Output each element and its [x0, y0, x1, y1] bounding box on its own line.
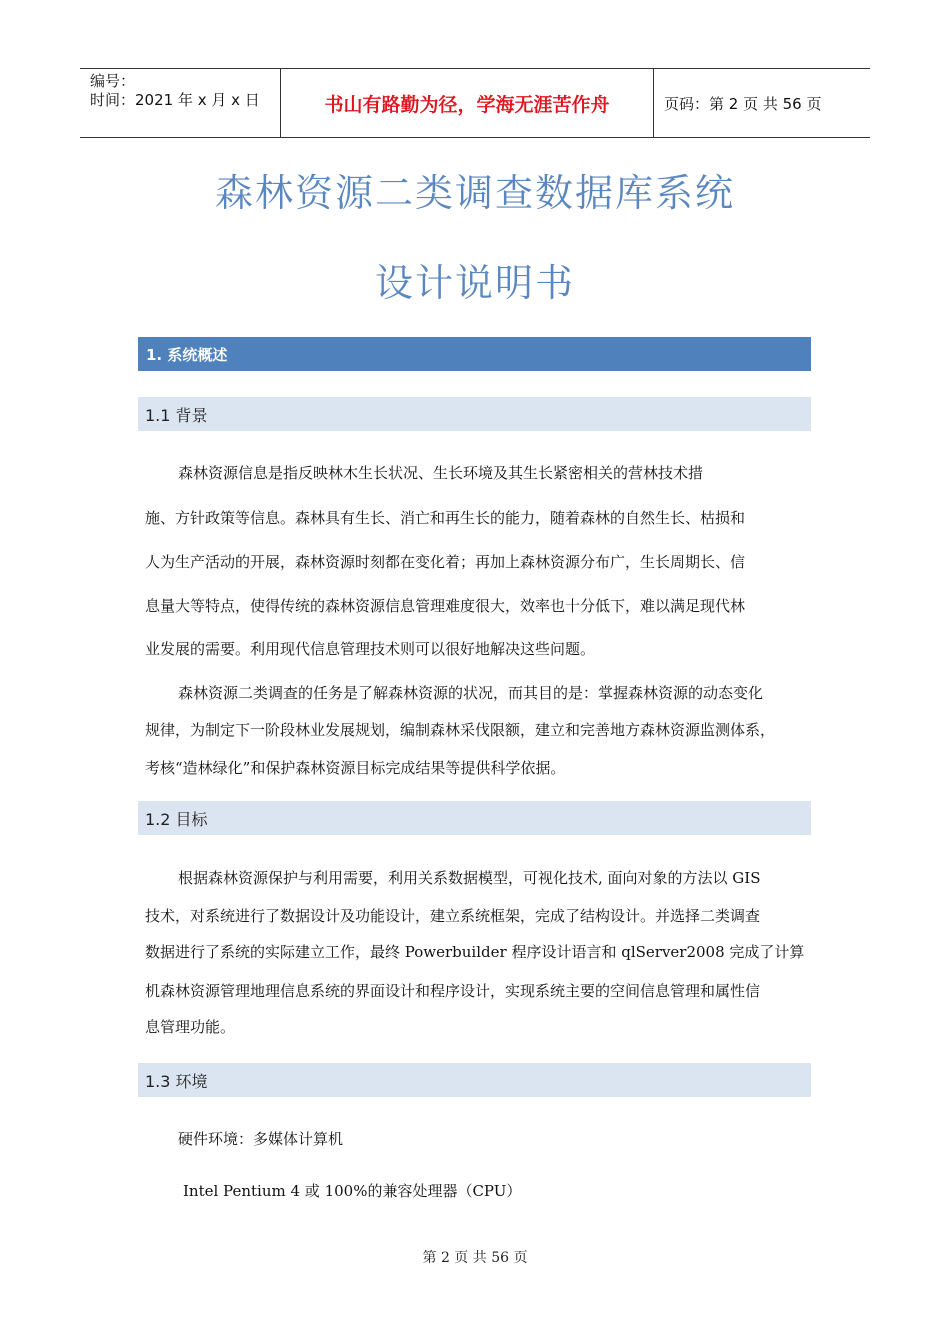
section-heading-goal: 1.2 目标 [138, 801, 811, 835]
section-heading-background: 1.1 背景 [138, 397, 811, 431]
paragraph-line: 森林资源二类调查的任务是了解森林资源的状况，而其目的是：掌握森林资源的动态变化 [178, 684, 764, 702]
doc-time-label: 时间：2021 年 x 月 x 日 [90, 91, 260, 109]
paragraph-line: 技术，对系统进行了数据设计及功能设计，建立系统框架，完成了结构设计。并选择二类调查 [145, 907, 761, 925]
paragraph-line: 规律，为制定下一阶段林业发展规划，编制森林采伐限额，建立和完善地方森林资源监测体系， [145, 721, 776, 739]
paragraph-line: 根据森林资源保护与利用需要，利用关系数据模型，可视化技术, 面向对象的方法以 GIS [178, 869, 761, 887]
header-motto: 书山有路勤为径，学海无涯苦作舟 [281, 69, 654, 137]
paragraph-line: 数据进行了系统的实际建立工作，最终 Powerbuilder 程序设计语言和 qlServer2008 完成了计算 [145, 943, 805, 961]
doc-title-line1: 森林资源二类调查数据库系统 [214, 171, 735, 215]
section-heading-overview: 1. 系统概述 [138, 337, 811, 371]
page-header [80, 68, 870, 138]
header-page-info: 页码：第 2 页 共 56 页 [664, 94, 822, 113]
paragraph-line: 机森林资源管理地理信息系统的界面设计和程序设计，实现系统主要的空间信息管理和属性信 [145, 982, 761, 1000]
page-footer: 第 2 页 共 56 页 [422, 1250, 528, 1266]
paragraph-line: 考核“造林绿化”和保护森林资源目标完成结果等提供科学依据。 [145, 759, 566, 777]
doc-title-line2: 设计说明书 [374, 261, 575, 305]
paragraph-line: 业发展的需要。利用现代信息管理技术则可以很好地解决这些问题。 [145, 640, 596, 658]
paragraph-line: 森林资源信息是指反映林木生长状况、生长环境及其生长紧密相关的营林技术措 [178, 464, 704, 482]
paragraph-line: 人为生产活动的开展，森林资源时刻都在变化着；再加上森林资源分布广，生长周期长、信 [145, 553, 746, 571]
doc-number-label: 编号： [90, 72, 136, 90]
paragraph-line: Intel Pentium 4 或 100%的兼容处理器（CPU） [183, 1182, 522, 1200]
paragraph-line: 息量大等特点，使得传统的森林资源信息管理难度很大，效率也十分低下，难以满足现代林 [145, 597, 746, 615]
section-heading-environment: 1.3 环境 [138, 1063, 811, 1097]
paragraph-line: 硬件环境：多媒体计算机 [178, 1130, 344, 1148]
header-meta [80, 69, 281, 137]
paragraph-line: 息管理功能。 [145, 1018, 236, 1036]
paragraph-line: 施、方针政策等信息。森林具有生长、消亡和再生长的能力，随着森林的自然生长、枯损和 [145, 509, 746, 527]
